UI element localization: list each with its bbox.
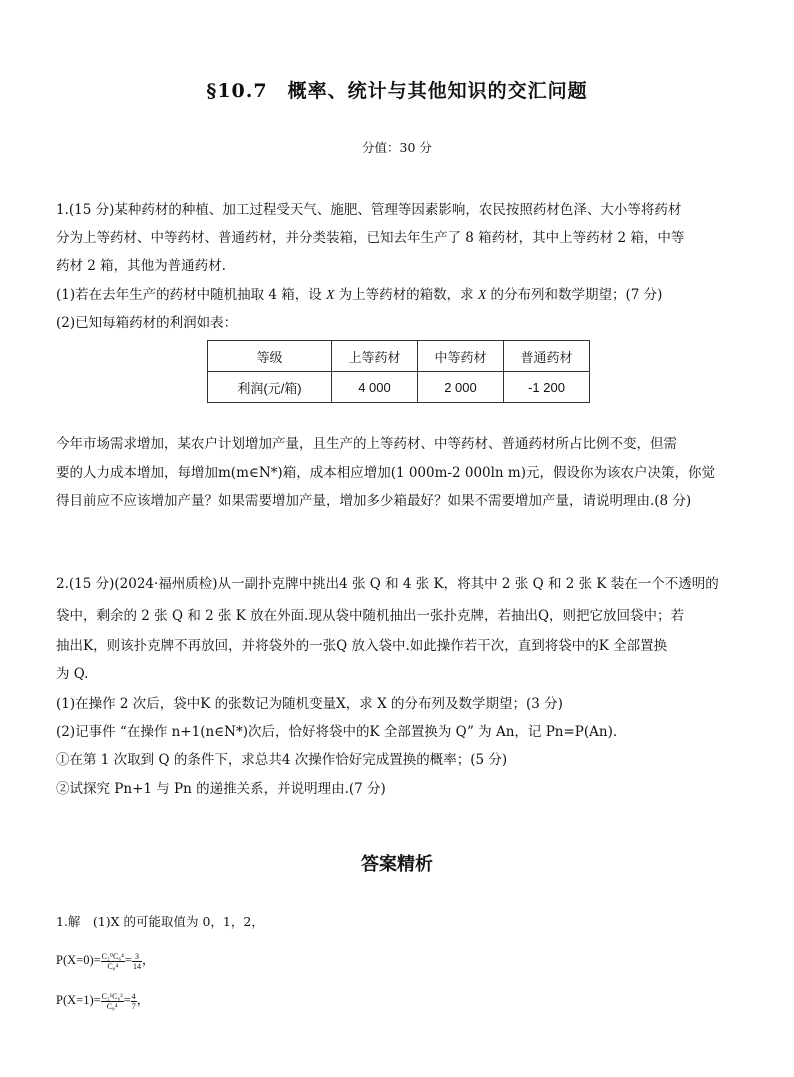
table-row-label: 利润(元/箱) xyxy=(208,372,332,403)
table-cell: -1 200 xyxy=(504,372,590,403)
q1-part-1 xyxy=(56,283,662,303)
table-header-cell: 普通药材 xyxy=(504,341,590,372)
table-cell: 4 000 xyxy=(332,372,418,403)
var-x: X xyxy=(326,287,335,302)
table-header-cell: 等级 xyxy=(208,341,332,372)
fraction xyxy=(132,952,142,971)
eq-end: ， xyxy=(136,993,150,1007)
q2-line-4: 为 Q. xyxy=(56,666,89,682)
answer-title: 答案精析 xyxy=(361,854,433,875)
table-header-cell: 中等药材 xyxy=(418,341,504,372)
fraction-numerator: C₂⁰C₆⁴ xyxy=(101,951,124,961)
fraction xyxy=(101,952,125,971)
fraction xyxy=(101,992,124,1011)
q2-line-3: 抽出K，则该扑克牌不再放回，并将袋外的一张Q 放入袋中.如此操作若干次，直到将袋中的K 全部置换 xyxy=(56,638,668,654)
q2-line-1: 2.(15 分)(2024·福州质检)从一副扑克牌中挑出4 张 Q 和 4 张 K，将其中 2 张 Q 和 2 张 K 装在一个不透明的 xyxy=(56,576,719,592)
answer-eq-2 xyxy=(56,990,149,1011)
fraction-numerator: 3 xyxy=(132,952,142,962)
table-row xyxy=(208,372,590,403)
score-label: 分值：30 分 xyxy=(362,140,432,155)
eq-end: ， xyxy=(141,953,155,967)
profit-table xyxy=(207,340,590,403)
q1-part-2-line-1: 今年市场需求增加，某农户计划增加产量，且生产的上等药材、中等药材、普通药材所占比例不变，但需 xyxy=(56,436,677,452)
fraction-denominator: 7 xyxy=(131,1001,136,1011)
fraction-denominator: C₈⁴ xyxy=(106,1001,118,1011)
q1-part-2: (2)已知每箱药材的利润如表： xyxy=(56,315,238,331)
q1-part-1-text-b: 为上等药材的箱数，求 xyxy=(334,287,478,303)
table-cell: 2 000 xyxy=(418,372,504,403)
q2-line-2: 袋中，剩余的 2 张 Q 和 2 张 K 放在外面.现从袋中随机抽出一张扑克牌，若抽出Q，则把它放回袋中；若 xyxy=(56,608,685,624)
q1-part-2-line-3: 得目前应不应该增加产量？如果需要增加产量，增加多少箱最好？如果不需要增加产量，请说明理由.(8 分) xyxy=(56,493,692,509)
table-header-row xyxy=(208,341,590,372)
q1-part-2-line-2: 要的人力成本增加，每增加m(m∈N*)箱，成本相应增加(1 000m-2 000ln m)元，假设你为该农户决策，你觉 xyxy=(56,465,715,481)
q1-part-1-text-c: 的分布列和数学期望；(7 分) xyxy=(486,287,663,303)
var-x: X xyxy=(477,287,487,302)
answer-line-1: 1.解 (1)X 的可能取值为 0，1，2， xyxy=(56,914,264,929)
q2-part-2: (2)记事件 “在操作 n+1(n∈N*)次后，恰好将袋中的K 全部置换为 Q” 为 An，记 Pn=P(An). xyxy=(56,724,618,740)
q2-part-2-sub-1: ①在第 1 次取到 Q 的条件下，求总共4 次操作恰好完成置换的概率；(5 分) xyxy=(56,752,508,768)
eq-lhs: P(X=1)= xyxy=(56,993,101,1007)
q2-part-1: (1)在操作 2 次后，袋中K 的张数记为随机变量X，求 X 的分布列及数学期望；(3 分) xyxy=(56,696,563,712)
fraction-numerator: C₂¹C₆³ xyxy=(101,991,123,1001)
fraction-denominator: C₈⁴ xyxy=(107,961,119,971)
q1-line-2: 分为上等药材、中等药材、普通药材，并分类装箱，已知去年生产了 8 箱药材，其中上等药材 2 箱，中等 xyxy=(56,230,685,246)
fraction-denominator: 14 xyxy=(132,961,141,971)
table-header-cell: 上等药材 xyxy=(332,341,418,372)
q2-part-2-sub-2: ②试探究 Pn+1 与 Pn 的递推关系，并说明理由.(7 分) xyxy=(56,781,386,797)
q1-part-1-text-a: (1)若在去年生产的药材中随机抽取 4 箱，设 xyxy=(56,287,327,303)
q1-line-3: 药材 2 箱，其他为普通药材. xyxy=(56,258,226,274)
page-title: §10.7 概率、统计与其他知识的交汇问题 xyxy=(206,80,588,102)
q1-line-1: 1.(15 分)某种药材的种植、加工过程受天气、施肥、管理等因素影响，农民按照药材色泽、大小等将药材 xyxy=(56,202,682,218)
eq-sign: = xyxy=(124,953,132,967)
eq-sign: = xyxy=(123,993,131,1007)
eq-lhs: P(X=0)= xyxy=(56,953,101,967)
fraction-numerator: 4 xyxy=(131,991,136,1001)
answer-eq-1 xyxy=(56,950,154,971)
